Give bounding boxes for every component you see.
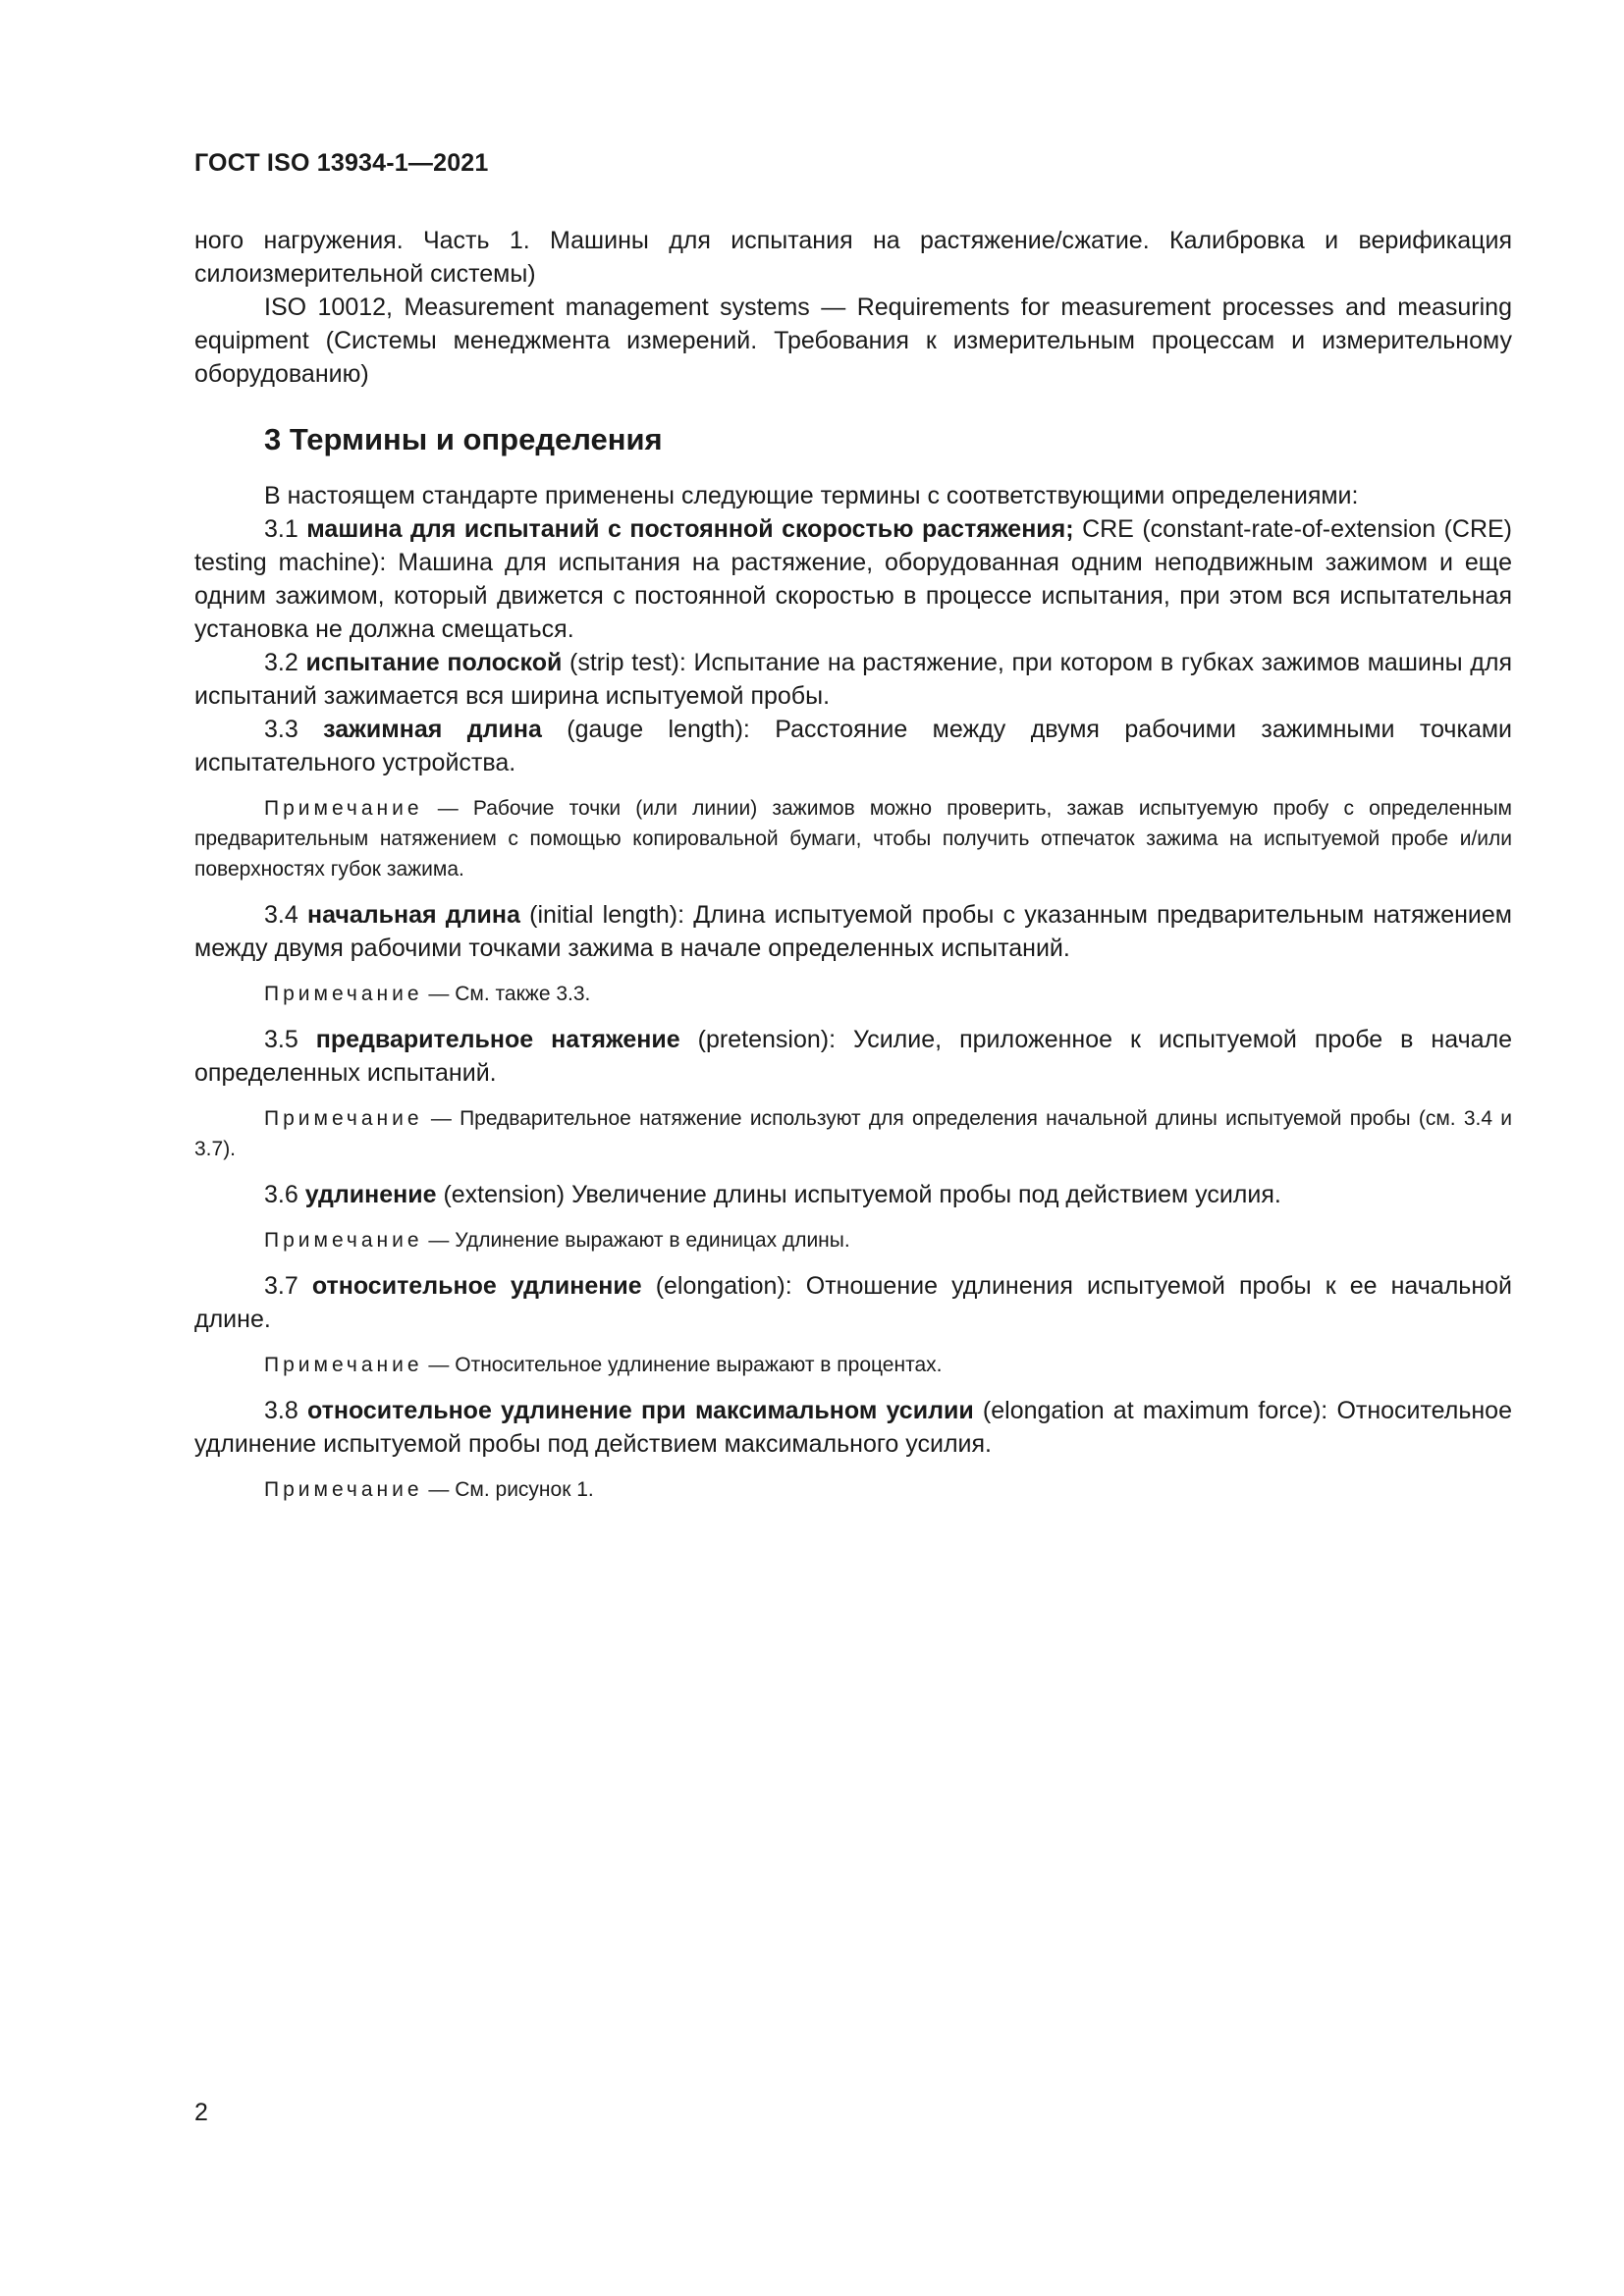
note-label: Примечание (264, 1107, 423, 1130)
note-text: См. также 3.3. (455, 983, 591, 1005)
note-dash: — (428, 1478, 450, 1501)
term-3-5 (194, 1023, 1512, 1090)
term-definition: (elongation): Отношение удлинения испытуемой пробы к ее начальной длине. (194, 1272, 1512, 1333)
note-3-6 (194, 1225, 1512, 1255)
term-definition: (gauge length): Расстояние между двумя рабочими зажимными точками испытательного устройства. (194, 716, 1513, 776)
term-number: 3.3 (264, 716, 298, 743)
note-label: Примечание (264, 797, 423, 820)
term-name: машина для испытаний с постоянной скоростью растяжения; (306, 515, 1074, 543)
intro-continuation: ного нагружения. Часть 1. Машины для испытания на растяжение/сжатие. Калибровка и верификация силоизмерительной системы) (194, 227, 1512, 288)
note-label: Примечание (264, 983, 423, 1005)
note-label: Примечание (264, 1478, 423, 1501)
term-name: относительное удлинение при максимальном усилии (306, 1397, 974, 1424)
term-name: удлинение (304, 1181, 437, 1208)
note-dash: — (428, 1229, 450, 1252)
term-name: начальная длина (306, 901, 520, 929)
term-name: испытание полоской (305, 649, 563, 676)
page-number: 2 (194, 2099, 208, 2126)
note-text: Предварительное натяжение используют для определения начальной длины испытуемой пробы (см. 3.4 и 3.7). (194, 1107, 1512, 1160)
term-definition: (elongation at maximum force): Относительное удлинение испытуемой пробы под действием максимального усилия. (194, 1397, 1512, 1458)
term-3-7 (194, 1269, 1512, 1336)
term-3-8 (194, 1394, 1512, 1461)
term-definition: (extension) Увеличение длины испытуемой пробы под действием усилия. (443, 1181, 1281, 1208)
note-text: Относительное удлинение выражают в процентах. (455, 1354, 943, 1376)
note-text: См. рисунок 1. (455, 1478, 594, 1501)
term-3-3 (194, 713, 1512, 779)
note-3-4 (194, 979, 1512, 1009)
note-text: Рабочие точки (или линии) зажимов можно проверить, зажав испытуемую пробу с определенным предварительным натяжением с помощью копировальной бумаги, чтобы получить отпечаток зажима на испытуемой пробе и/или поверхностях губок зажима. (194, 797, 1512, 881)
page-content (194, 224, 1512, 1505)
term-number: 3.5 (264, 1026, 298, 1053)
term-definition: CRE (constant-rate-of-extension (CRE) testing machine): Машина для испытания на растяжение, оборудованная одним неподвижным зажимом и еще одним зажимом, который движется с постоянной скоростью в процессе испытания, при этом вся испытательная установка не должна смещаться. (194, 515, 1513, 643)
term-name: относительное удлинение (311, 1272, 642, 1300)
term-number: 3.4 (264, 901, 298, 929)
term-number: 3.6 (264, 1181, 298, 1208)
reference-iso10012: ISO 10012, Measurement management systems — Requirements for measurement processes and measuring equipment (Системы менеджмента измерений. Требования к измерительным процессам и измерительному оборудованию) (194, 294, 1512, 388)
note-text: Удлинение выражают в единицах длины. (455, 1229, 850, 1252)
note-dash: — (428, 1354, 450, 1376)
term-3-4 (194, 898, 1512, 965)
note-3-7 (194, 1350, 1512, 1380)
term-definition: (initial length): Длина испытуемой пробы с указанным предварительным натяжением между двумя рабочими точками зажима в начале определенных испытаний. (194, 901, 1512, 962)
note-3-5 (194, 1103, 1512, 1164)
term-number: 3.7 (264, 1272, 298, 1300)
term-definition: (pretension): Усилие, приложенное к испытуемой пробе в начале определенных испытаний. (194, 1026, 1512, 1087)
document-header: ГОСТ ISO 13934-1—2021 (194, 149, 489, 177)
term-name: предварительное натяжение (315, 1026, 680, 1053)
term-number: 3.2 (264, 649, 298, 676)
note-dash: — (430, 1107, 452, 1130)
term-3-2 (194, 646, 1512, 713)
section-lead: В настоящем стандарте применены следующие термины с соответствующими определениями: (264, 482, 1359, 509)
term-3-6 (194, 1178, 1512, 1211)
note-dash: — (428, 983, 450, 1005)
section-title: 3 Термины и определения (264, 422, 663, 456)
note-3-8 (194, 1474, 1512, 1505)
term-definition: (strip test): Испытание на растяжение, при котором в губках зажимов машины для испытаний зажимается вся ширина испытуемой пробы. (194, 649, 1513, 710)
note-label: Примечание (264, 1354, 423, 1376)
note-dash: — (437, 797, 459, 820)
term-number: 3.1 (264, 515, 298, 543)
term-number: 3.8 (264, 1397, 298, 1424)
term-name: зажимная длина (323, 716, 542, 743)
note-label: Примечание (264, 1229, 423, 1252)
note-3-3 (194, 793, 1512, 884)
term-3-1 (194, 512, 1512, 646)
